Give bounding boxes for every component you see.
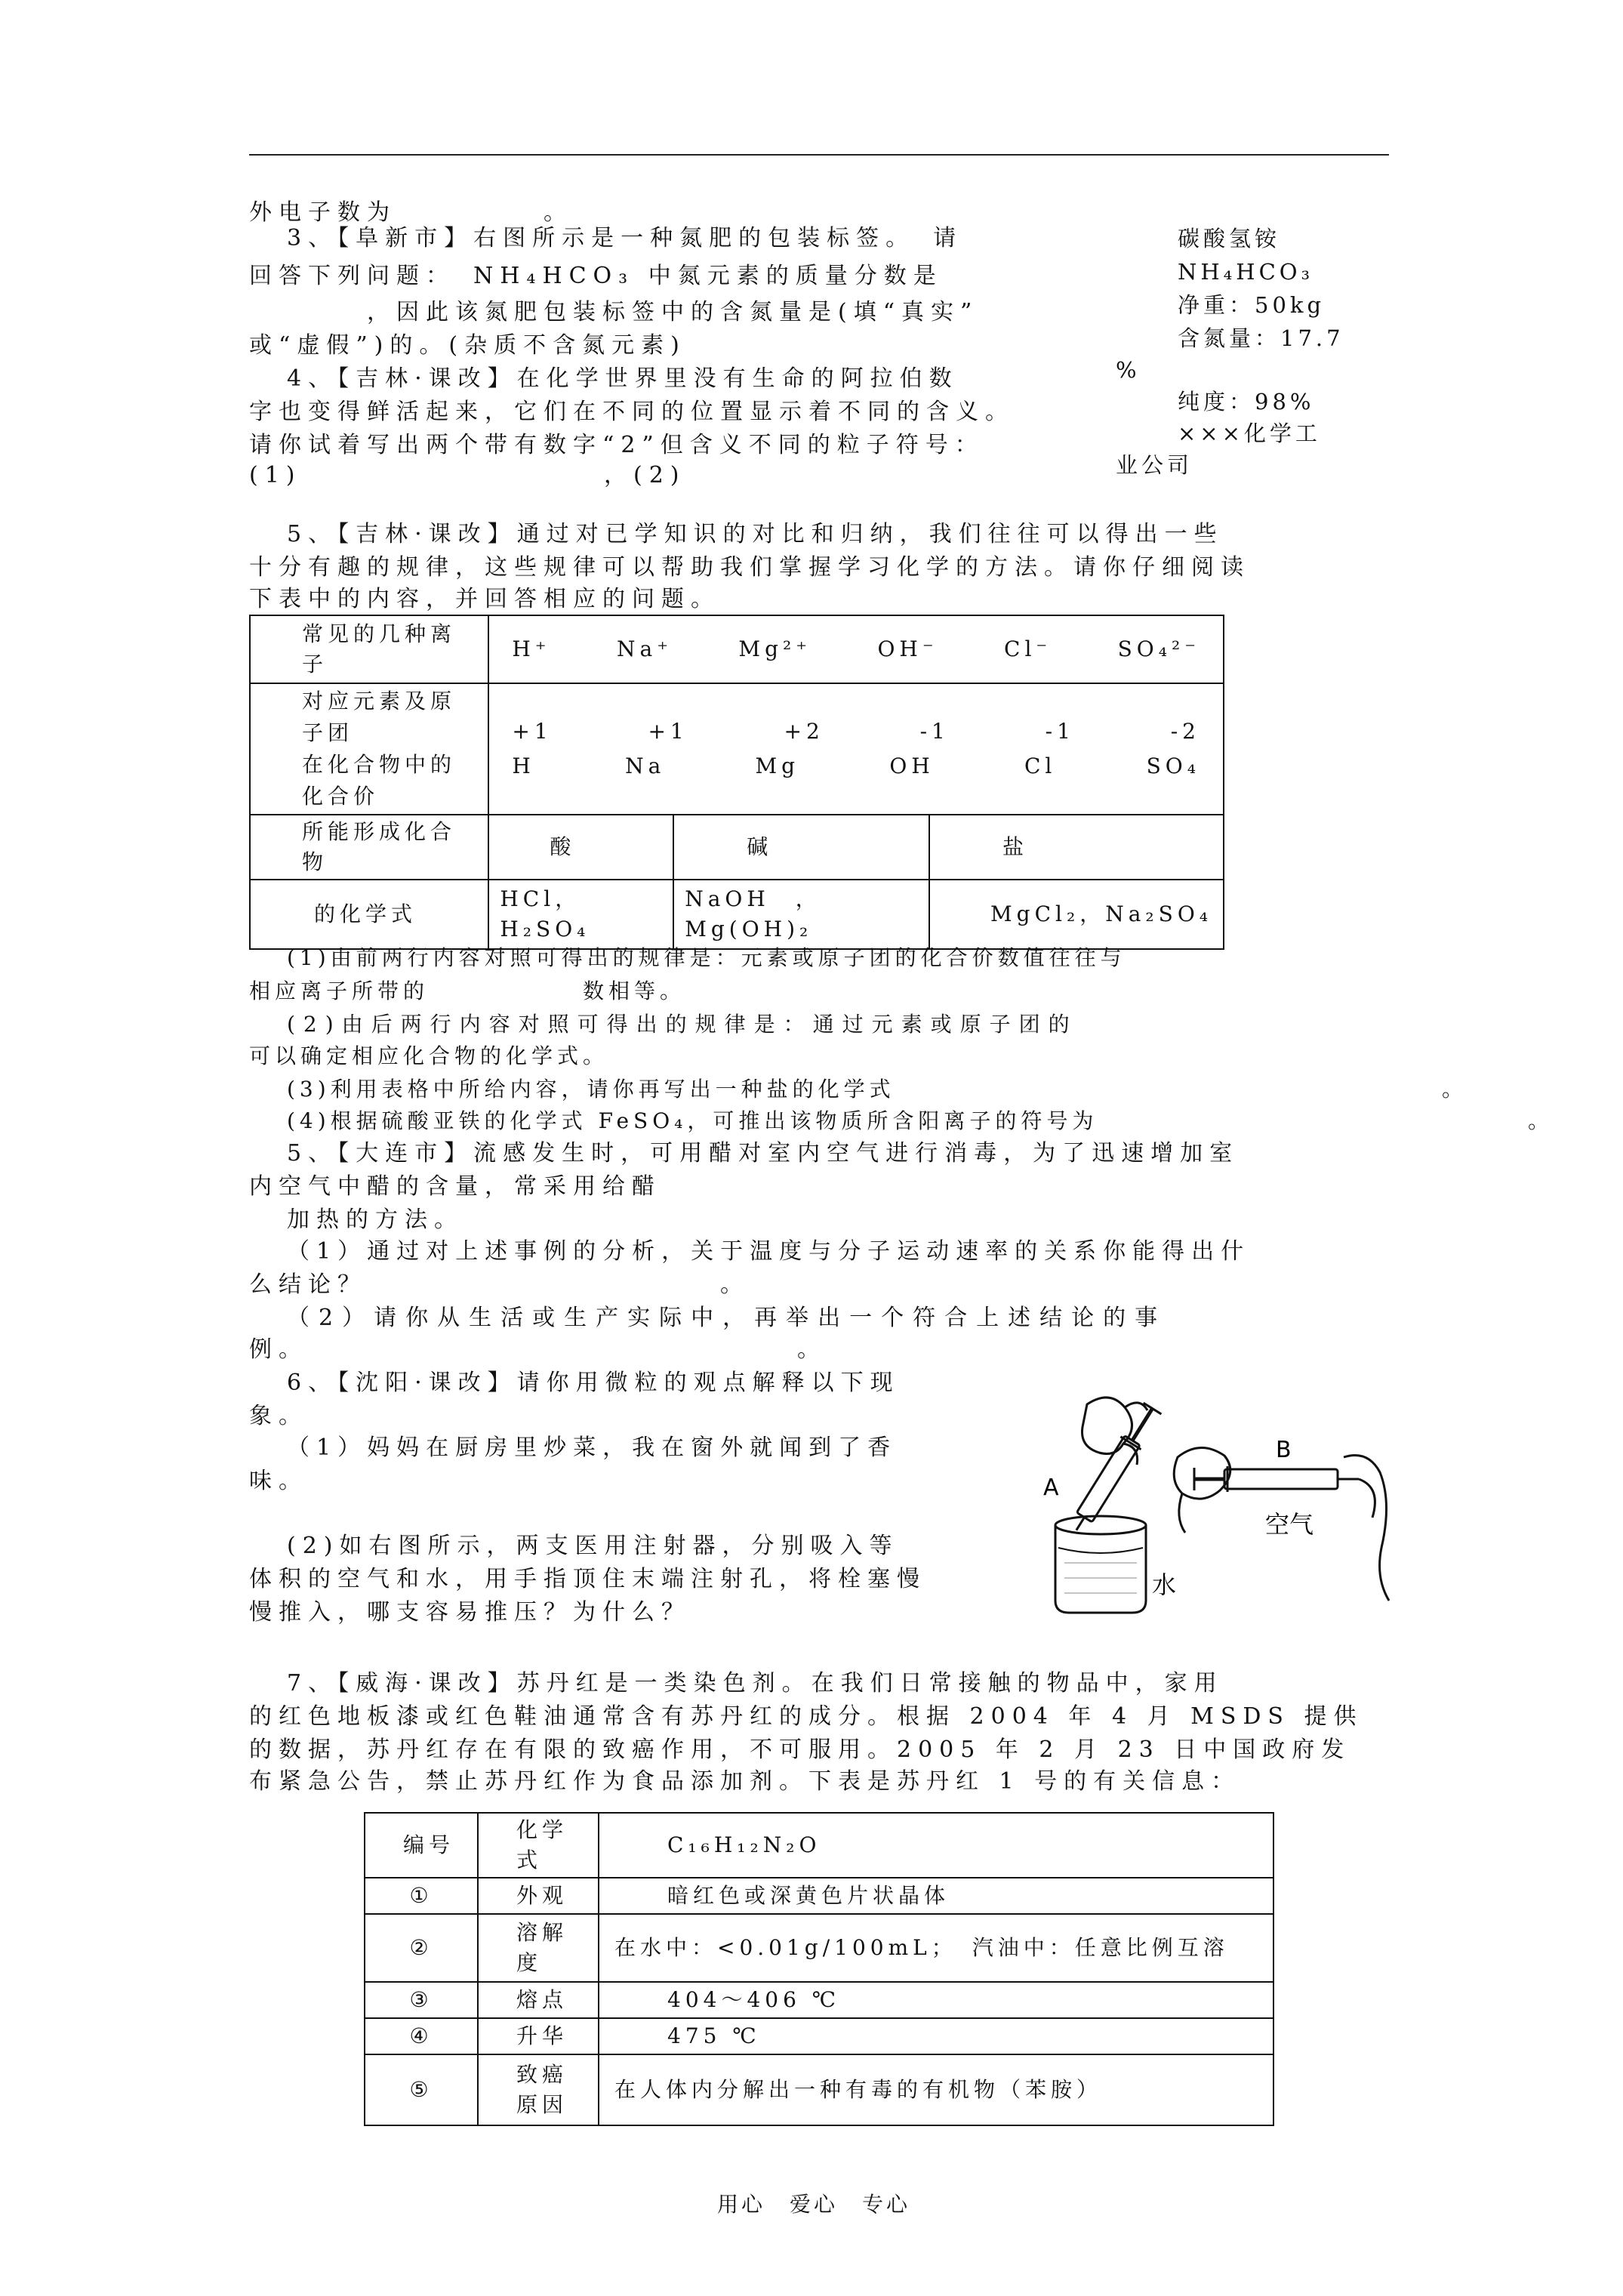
sudan-row-4-prop: 升华: [478, 2018, 599, 2054]
q5b-sub1-b: 么结论？ 。: [249, 1271, 750, 1298]
ion-cl: Cl⁻: [1004, 636, 1052, 661]
ion-na: Na⁺: [617, 636, 673, 661]
q5b-line2: 内空气中醋的含量，常采用给醋: [249, 1173, 661, 1200]
ion-table-row-valence: [250, 683, 1224, 815]
q3-line3: ，因此该氮肥包装标签中的含氮量是(填“真实”: [249, 299, 979, 325]
label-nitrogen-content: 含氮量：17.7: [1178, 325, 1344, 351]
q5b-sub1-a: （1）通过对上述事例的分析，关于温度与分子运动速率的关系你能得出什: [287, 1238, 1251, 1265]
q6-sub1-b: 味。: [249, 1468, 308, 1494]
ion-table-row-ions: [250, 615, 1224, 683]
ion-table-head-ions-text: 常见的几种离子: [302, 621, 457, 676]
q5-sub4-end: 。: [1528, 1108, 1554, 1133]
q4-line2: 字也变得鲜活起来，它们在不同的位置显示着不同的含义。: [249, 399, 1015, 425]
header-rule: [249, 154, 1389, 156]
ion-table-row-formulas: [250, 880, 1224, 949]
q7-line3: 的数据，苏丹红存在有限的致癌作用，不可服用。2005 年 2 月 23 日中国政府发: [249, 1737, 1351, 1763]
ion-oh: OH⁻: [877, 636, 938, 661]
ion-table-ions-cell: [488, 615, 1224, 683]
sudan-table: [364, 1812, 1274, 2126]
q3-line2: 回答下列问题： NH₄HCO₃ 中氮元素的质量分数是: [249, 263, 943, 289]
label-company: ×××化学工: [1178, 421, 1321, 446]
beaker-outline: [1055, 1525, 1146, 1613]
sudan-head-no: [365, 1813, 478, 1878]
q5-line2: 十分有趣的规律，这些规律可以帮助我们掌握学习化学的方法。请你仔细阅读: [249, 554, 1250, 581]
sudan-row-3: [365, 1982, 1273, 2018]
fig-label-b: B: [1276, 1437, 1292, 1463]
q6-line1: 6、【沈阳·课改】请你用微粒的观点解释以下现: [287, 1370, 900, 1396]
element-oh: OH: [889, 754, 935, 778]
sudan-row-2-prop: 溶解度: [478, 1914, 599, 1982]
q5-sub4: (4)根据硫酸亚铁的化学式 FeSO₄，可推出该物质所含阳离子的符号为: [287, 1108, 1098, 1133]
sudan-row-2-val: 在水中：<0.01g/100mL； 汽油中：任意比例互溶: [599, 1914, 1273, 1982]
ion-mg: Mg²⁺: [738, 636, 812, 661]
q4-answer-1: (1): [249, 462, 302, 488]
label-purity: 纯度：98%: [1178, 389, 1315, 415]
valence-oh: -1: [919, 719, 950, 744]
q4-line1: 4、【吉林·课改】在化学世界里没有生命的阿拉伯数: [287, 365, 959, 392]
sudan-row-3-no: ③: [365, 1982, 478, 2018]
sudan-row-5: [365, 2054, 1273, 2125]
q5b-line1: 5、【大连市】流感发生时，可用醋对室内空气进行消毒，为了迅速增加室: [287, 1140, 1240, 1166]
formula-base: NaOH ，Mg(OH)₂: [673, 880, 929, 949]
q5-sub2-a: (2)由后两行内容对照可得出的规律是：通过元素或原子团的: [287, 1012, 1078, 1037]
ion-table: [249, 615, 1224, 950]
q5-sub3-end: 。: [1442, 1077, 1468, 1102]
ion-table-head-compounds-text: 所能形成化合物: [302, 819, 457, 874]
sudan-row-4-no: ④: [365, 2018, 478, 2054]
syringe-illustration: [1027, 1374, 1419, 1623]
q4-answer-2: ，(2): [604, 462, 686, 488]
ion-table-head-formula: 的化学式: [250, 880, 488, 949]
ion-table-head-element: 对应元素及原子团: [302, 689, 457, 745]
sudan-row-1: [365, 1878, 1273, 1914]
ion-table-row-types: [250, 815, 1224, 880]
ion-h: H⁺: [512, 636, 551, 661]
q7-line1: 7、【威海·课改】苏丹红是一类染色剂。在我们日常接触的物品中，家用: [287, 1670, 1224, 1697]
element-so4: SO₄: [1146, 754, 1200, 778]
q7-line4: 布紧急公告，禁止苏丹红作为食品添加剂。下表是苏丹红 1 号的有关信息：: [249, 1768, 1241, 1795]
sudan-row-2: [365, 1914, 1273, 1982]
q6-sub2-c: 慢推入，哪支容易推压？为什么？: [249, 1599, 691, 1626]
sudan-row-3-prop: 熔点: [478, 1982, 599, 2018]
valence-cl: -1: [1045, 719, 1075, 744]
q5-sub1-b: 相应离子所带的 数相等。: [249, 978, 686, 1003]
sudan-row-2-no: ②: [365, 1914, 478, 1982]
formula-salt: MgCl₂，Na₂SO₄: [929, 880, 1224, 949]
q6-sub1-a: （1）妈妈在厨房里炒菜，我在窗外就闻到了香: [287, 1435, 898, 1461]
ion-so4: SO₄²⁻: [1117, 636, 1200, 661]
sudan-row-1-val: 暗红色或深黄色片状晶体: [599, 1878, 1273, 1914]
q5-sub2-b: 可以确定相应化合物的化学式。: [249, 1043, 609, 1068]
valence-na: +1: [648, 719, 688, 744]
q5b-sub2-b: 例。 。: [249, 1336, 827, 1363]
formula-acid: HCl，H₂SO₄: [488, 880, 673, 949]
sudan-row-1-prop: 外观: [478, 1878, 599, 1914]
label-formula: NH₄HCO₃: [1178, 259, 1314, 285]
q5-line3: 下表中的内容，并回答相应的问题。: [249, 586, 720, 612]
label-product-name: 碳酸氢铵: [1178, 226, 1281, 251]
ion-table-head-valence-text: 在化合物中的化合价: [302, 752, 457, 809]
q3-line4: 或“虚假”)的。(杂质不含氮元素): [249, 332, 686, 359]
label-company-2: 业公司: [1116, 452, 1193, 478]
q6-sub2-a: (2)如右图所示，两支医用注射器，分别吸入等: [287, 1533, 899, 1559]
sudan-row-3-val: 404～406 ℃: [599, 1982, 1273, 2018]
element-h: H: [512, 754, 535, 778]
sudan-row-5-val: 在人体内分解出一种有毒的有机物（苯胺）: [599, 2054, 1273, 2125]
q4-line3: 请你试着写出两个带有数字“2”但含义不同的粒子符号：: [249, 432, 984, 458]
sudan-head-formula: [478, 1813, 599, 1878]
ion-table-head-ions: [250, 615, 488, 683]
valence-h: +1: [512, 719, 553, 744]
ion-table-head-valence: [250, 683, 488, 815]
q7-line2: 的红色地板漆或红色鞋油通常含有苏丹红的成分。根据 2004 年 4 月 MSDS 提供: [249, 1703, 1363, 1730]
sudan-row-5-prop: 致癌原因: [478, 2054, 599, 2125]
type-salt: 盐: [929, 815, 1224, 880]
ion-table-valence-cell: [488, 683, 1224, 815]
element-cl: Cl: [1024, 754, 1057, 778]
sudan-row-4-val: 475 ℃: [599, 2018, 1273, 2054]
sudan-table-header: [365, 1813, 1273, 1878]
q5-line1: 5、【吉林·课改】通过对已学知识的对比和归纳，我们往往可以得出一些: [287, 521, 1224, 547]
sudan-row-1-no: ①: [365, 1878, 478, 1914]
q5-sub1-a: (1)由前两行内容对照可得出的规律是：元素或原子团的化合价数值往往与: [287, 945, 1126, 970]
element-mg: Mg: [755, 754, 800, 778]
q6-sub2-b: 体积的空气和水，用手指顶住末端注射孔，将栓塞慢: [249, 1566, 926, 1592]
type-base: 碱: [673, 815, 929, 880]
prev-question-tail: 外电子数为 。: [249, 199, 573, 226]
syringe-b: [1194, 1466, 1359, 1492]
valence-mg: +2: [784, 719, 824, 744]
label-net-weight: 净重：50kg: [1178, 292, 1326, 318]
element-na: Na: [625, 754, 666, 778]
q3-line1: 3、【阜新市】右图所示是一种氮肥的包装标签。 请: [287, 225, 963, 251]
sudan-head-no-text: 编号: [403, 1832, 455, 1857]
q6-line2: 象。: [249, 1403, 308, 1429]
fig-label-water: 水: [1152, 1570, 1177, 1599]
valence-so4: -2: [1170, 719, 1200, 744]
fig-label-air: 空气: [1265, 1510, 1314, 1539]
fig-label-a: A: [1043, 1475, 1059, 1501]
hand-b-right: [1344, 1456, 1389, 1601]
q5b-sub2-a: （2）请你从生活或生产实际中，再举出一个符合上述结论的事: [287, 1305, 1167, 1331]
sudan-row-4: [365, 2018, 1273, 2054]
sudan-head-formula-text: 化学式: [516, 1817, 568, 1872]
label-percent: %: [1116, 357, 1141, 383]
page-footer: 用心 爱心 专心: [717, 2192, 911, 2217]
type-acid: 酸: [488, 815, 673, 880]
sudan-formula-value: C₁₆H₁₂N₂O: [599, 1813, 1273, 1878]
hand-b-left: [1174, 1447, 1230, 1499]
q5b-line3: 加热的方法。: [287, 1207, 463, 1233]
q5-sub3: (3)利用表格中所给内容，请你再写出一种盐的化学式: [287, 1077, 895, 1102]
ion-table-head-compounds: [250, 815, 488, 880]
sudan-row-5-no: ⑤: [365, 2054, 478, 2125]
hand-a: [1082, 1398, 1132, 1454]
